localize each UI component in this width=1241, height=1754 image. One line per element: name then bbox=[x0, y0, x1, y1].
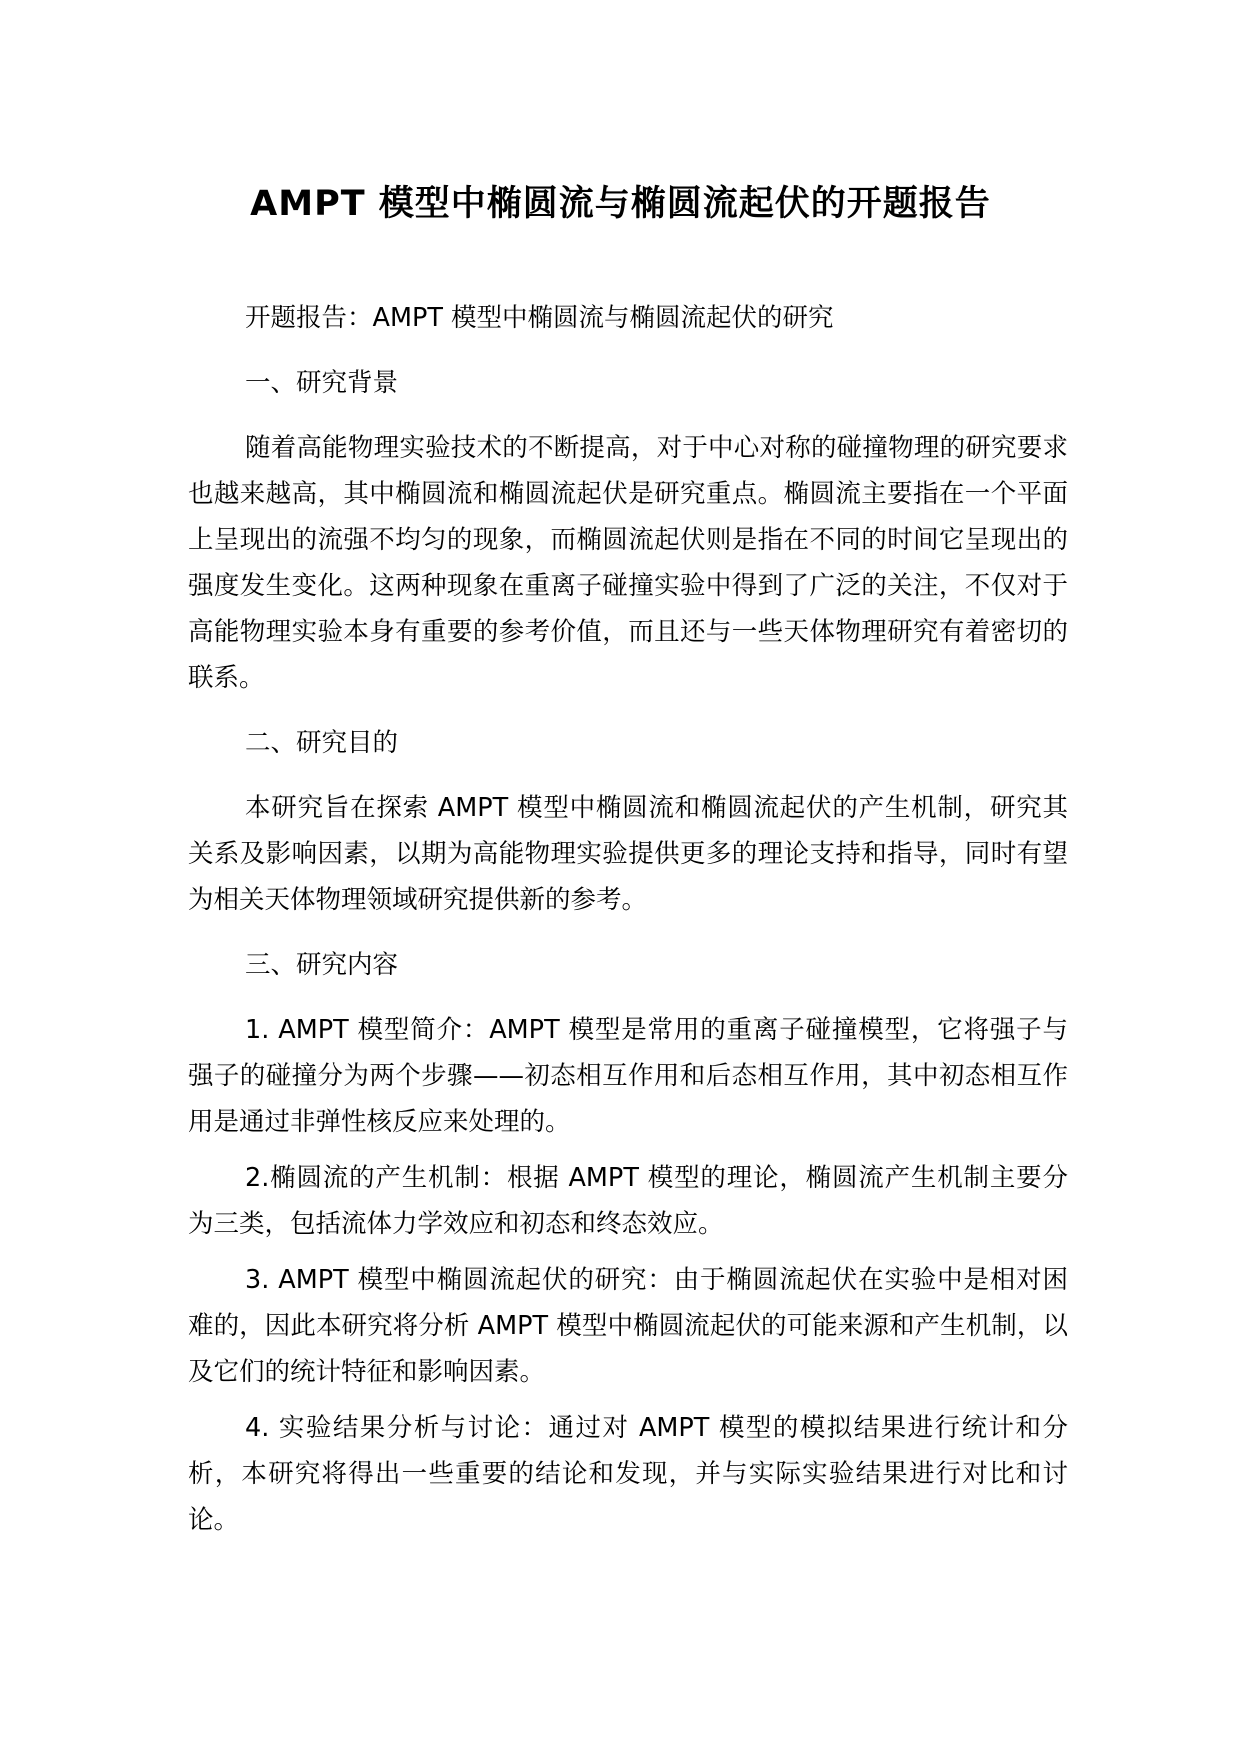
background-paragraph: 随着高能物理实验技术的不断提高，对于中心对称的碰撞物理的研究要求也越来越高，其中椭圆流和椭圆流起伏是研究重点。椭圆流主要指在一个平面上呈现出的流强不均匀的现象，而椭圆流起伏则是指在不同的时间它呈现出的强度发生变化。这两种现象在重离子碰撞实验中得到了广泛的关注，不仅对于高能物理实验本身有重要的参考价值，而且还与一些天体物理研究有着密切的联系。 bbox=[188, 433, 1068, 693]
content-item-4: 4. 实验结果分析与讨论：通过对 AMPT 模型的模拟结果进行统计和分析，本研究将得出一些重要的结论和发现，并与实际实验结果进行对比和讨论。 bbox=[188, 1413, 1068, 1535]
report-subtitle: 开题报告：AMPT 模型中椭圆流与椭圆流起伏的研究 bbox=[245, 303, 834, 333]
section-heading-purpose: 二、研究目的 bbox=[245, 728, 399, 758]
content-item-3: 3. AMPT 模型中椭圆流起伏的研究：由于椭圆流起伏在实验中是相对困难的，因此本研究将分析 AMPT 模型中椭圆流起伏的可能来源和产生机制，以及它们的统计特征和影响因素。 bbox=[188, 1265, 1068, 1387]
content-item-2: 2.椭圆流的产生机制：根据 AMPT 模型的理论，椭圆流产生机制主要分为三类，包括流体力学效应和初态和终态效应。 bbox=[188, 1163, 1068, 1239]
section-heading-background: 一、研究背景 bbox=[245, 368, 399, 398]
section-heading-content: 三、研究内容 bbox=[245, 950, 399, 980]
content-item-1: 1. AMPT 模型简介：AMPT 模型是常用的重离子碰撞模型，它将强子与强子的碰撞分为两个步骤——初态相互作用和后态相互作用，其中初态相互作用是通过非弹性核反应来处理的。 bbox=[188, 1015, 1068, 1137]
document-title: AMPT 模型中椭圆流与椭圆流起伏的开题报告 bbox=[250, 184, 991, 224]
purpose-paragraph: 本研究旨在探索 AMPT 模型中椭圆流和椭圆流起伏的产生机制，研究其关系及影响因素，以期为高能物理实验提供更多的理论支持和指导，同时有望为相关天体物理领域研究提供新的参考。 bbox=[188, 793, 1068, 915]
document-body bbox=[188, 295, 1068, 1543]
